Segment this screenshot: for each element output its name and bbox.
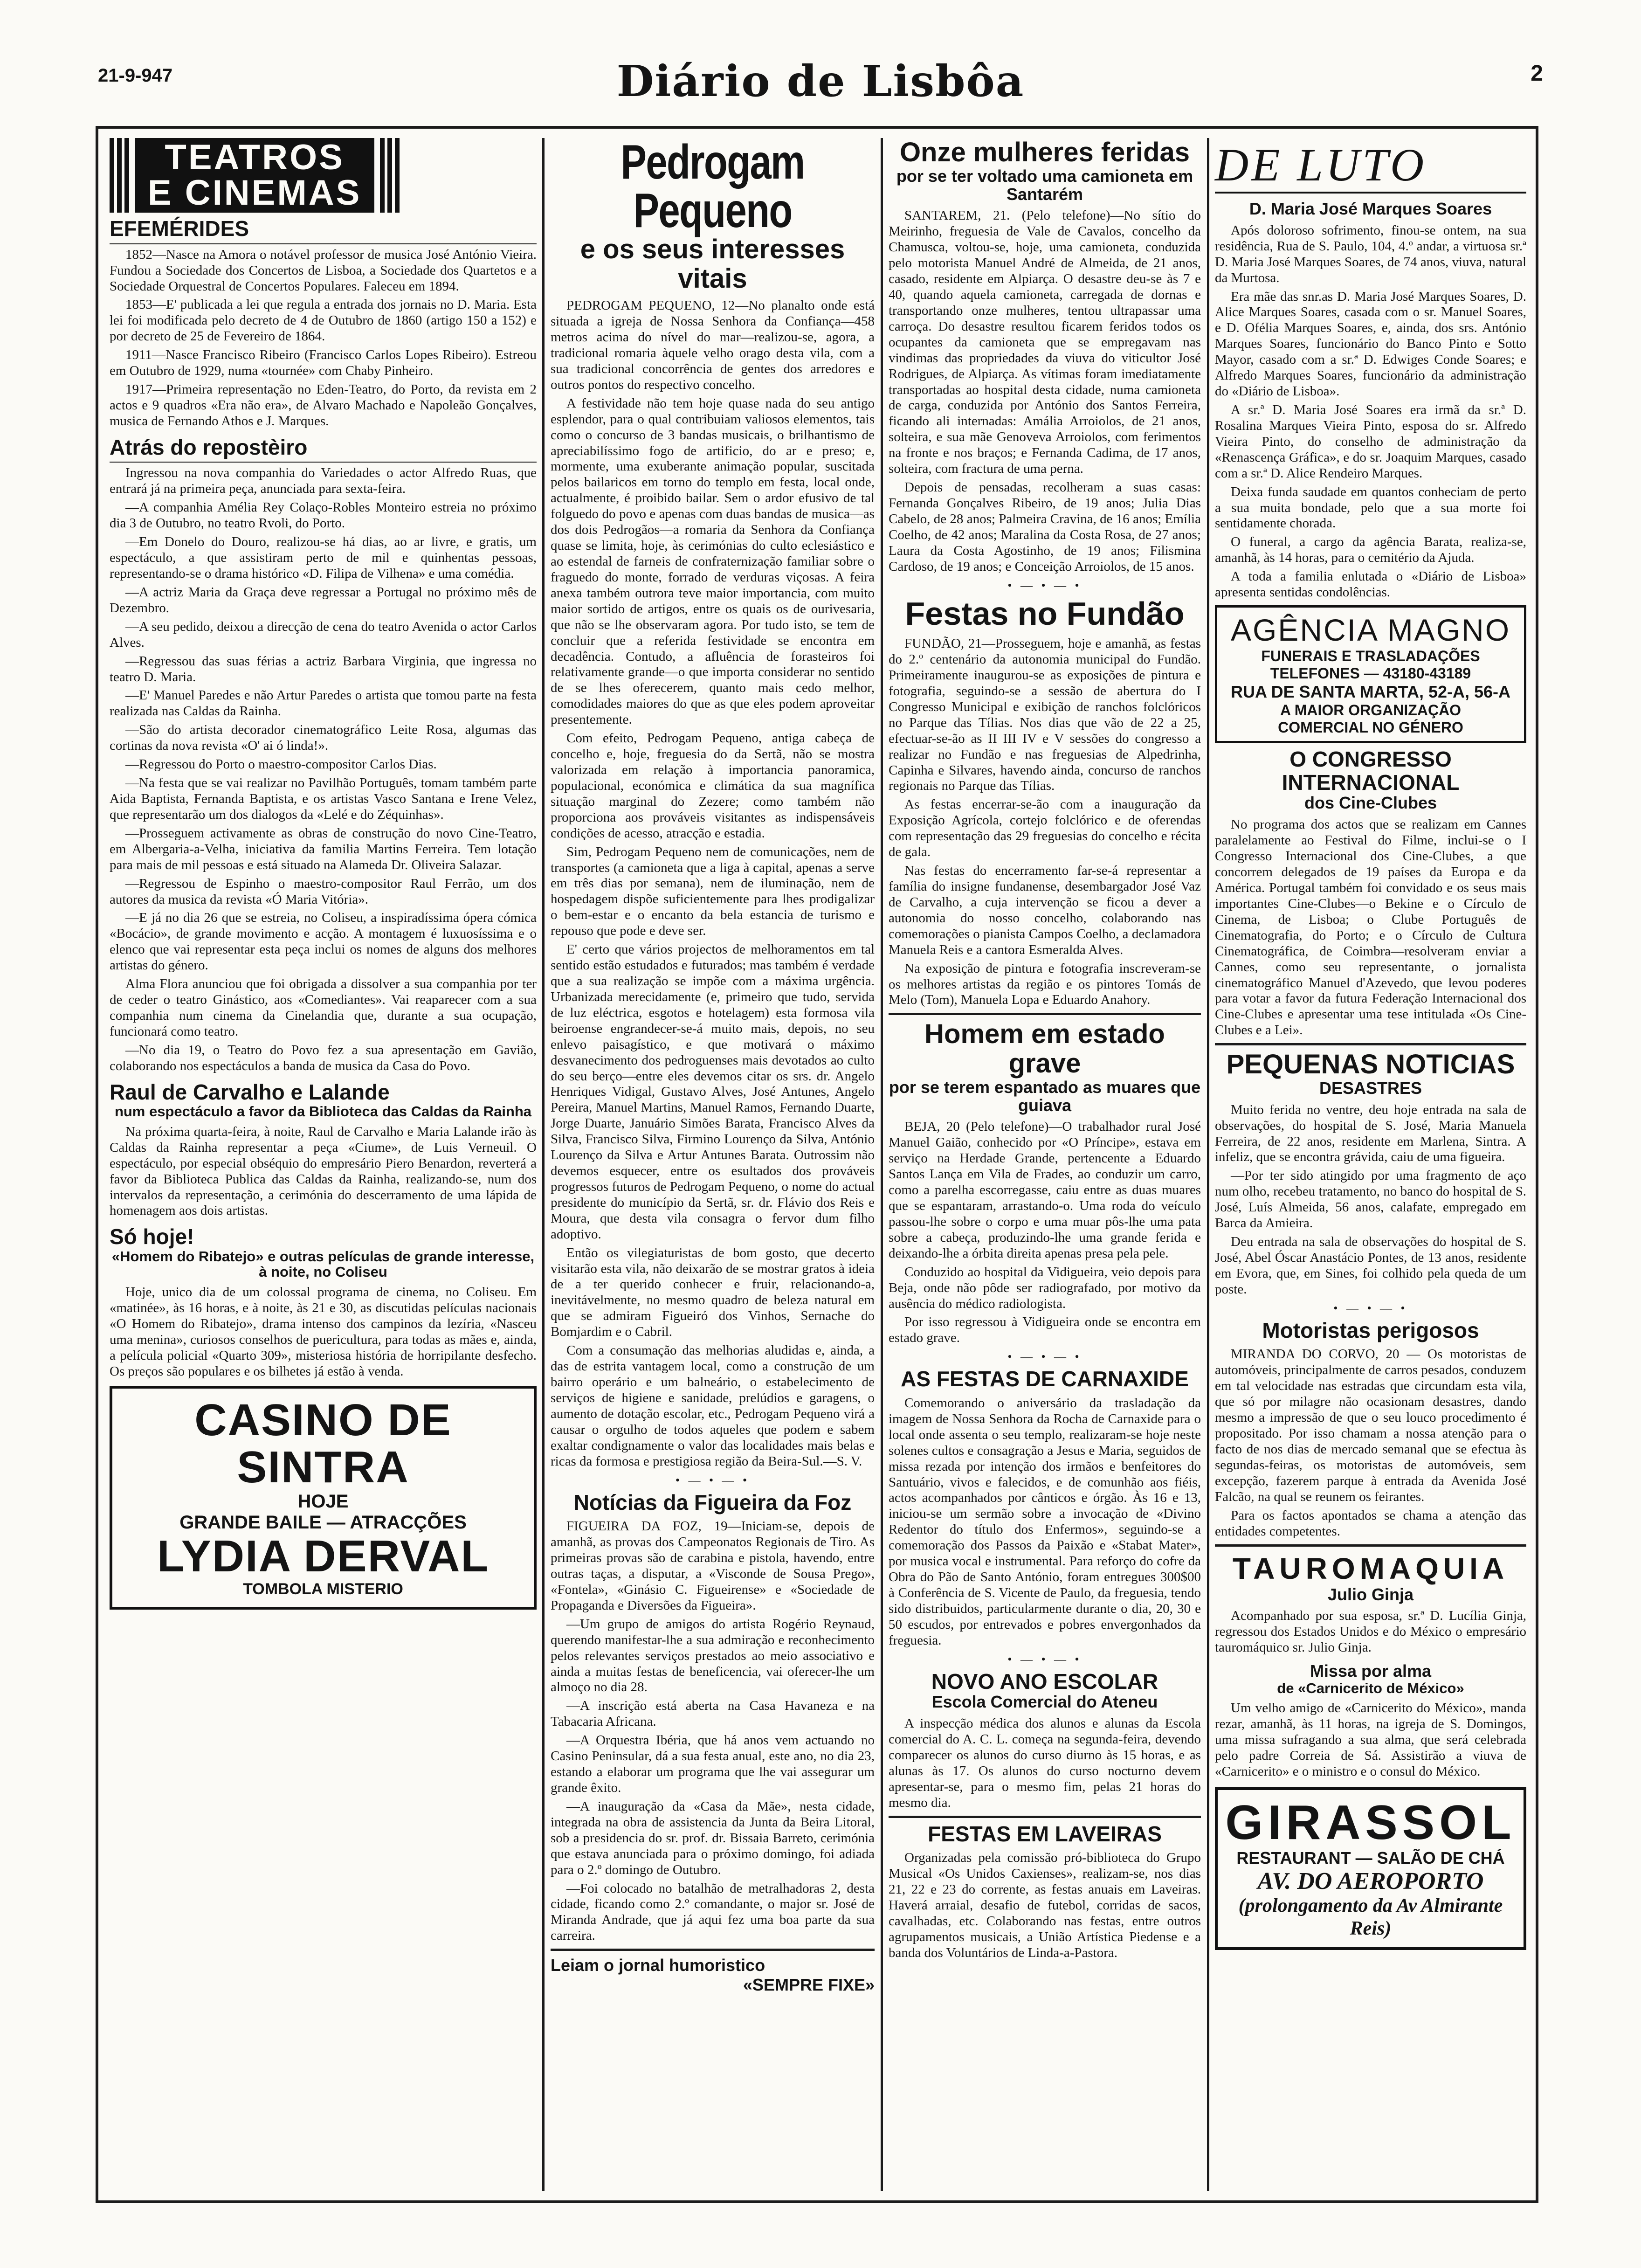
reposteiro-item: Alma Flora anunciou que foi obrigada a dissolver a sua companhia por ter de ceder o teatro Ginástico, aos «Comediantes». Vai reaparecer com a sua companhia num cinema da Cinelandia que, durante a sua ocupação, funcionará como teatro.	[110, 976, 537, 1039]
column-rule	[542, 138, 545, 2191]
onze-paragraph: SANTAREM, 21. (Pelo telefone)—No sítio do Meirinho, freguesia de Vale de Cavalos, concelho da Chamusca, voltou-se, hoje, uma camioneta, conduzida pelo motorista Manuel André de Almeida, de 21 anos, casado, residente em Alpiarça. O desastre deu-se às 7 e 40, quando aquela camioneta, carregada de dornas e transportando onze mulheres, tentou ultrapassar uma carroça. Do desastre resultou ficarem feridos todos os ocupantes da camioneta que se empregavam nas vindimas das propriedades da viuva do viticultor José Rodrigues, de Alpiarça. As vítimas foram imediatamente transportadas ao hospital desta cidade, numa camioneta de carga, conduzida por António dos Santos Ferreira, ficando ali internadas: Amália Arroiolos, de 21 anos, solteira, e sua mãe Genoveva Arroiolos, com ferimentos na fronte e nos braços; e Fernanda Cadima, de 17 anos, solteira, com fractura de uma perna.	[889, 208, 1201, 477]
divider	[889, 1013, 1201, 1015]
homem-grave-subheadline: por se terem espantado as muares que guiava	[889, 1077, 1201, 1115]
homem-paragraph: Conduzido ao hospital da Vidigueira, veio depois para Beja, onde não pôde ser radiografado, por motivo da ausência do médico radiologista.	[889, 1264, 1201, 1311]
pequenas-paragraph: Muito ferida no ventre, deu hoje entrada na sala de observações, do hospital de S. José, Maria Manuela Ferreira, de 22 anos, residente em Marlena, Sintra. A infeliz, que se encontra grávida, caiu de uma figueira.	[1215, 1102, 1526, 1165]
ornament-divider: • — • — •	[1007, 578, 1082, 592]
banner-bars-right	[380, 138, 400, 213]
onze-mulheres-headline: Onze mulheres feridas	[899, 138, 1190, 167]
casino-extra: TOMBOLA MISTERIO	[243, 1580, 403, 1598]
reposteiro-item: Ingressou na nova companhia do Variedades o actor Alfredo Ruas, que entrará já na primeira peça, anunciada para sexta-feira.	[110, 465, 537, 497]
tauromaquia-heading: TAUROMAQUIA	[1232, 1551, 1509, 1585]
magno-name: AGÊNCIA MAGNO	[1230, 613, 1511, 648]
reposteiro-item: —Regressou do Porto o maestro-compositor Carlos Dias.	[125, 757, 437, 772]
ano-escolar-headline: NOVO ANO ESCOLAR	[931, 1669, 1158, 1694]
de-luto-heading: DE LUTO	[1215, 138, 1526, 194]
motoristas-paragraph: MIRANDA DO CORVO, 20 — Os motoristas de automóveis, principalmente de carros pesados, conduzem em tal velocidade nas estradas que circundam esta vila, que só por milagre não ocasionam desastres, dando mesmo a impressão de que o seu louco procedimento é propositado. Por isso chamam a nossa atenção para o facto de nos dias de mercado semanal que se efectua às segundas-feiras, os motoristas de automóveis, sem excepção, fazerem parque à entrada da Avenida José Falcão, na qual se reunem os feirantes.	[1215, 1347, 1526, 1504]
luto-paragraph: A sr.ª D. Maria José Soares era irmã da sr.ª D. Rosalina Marques Vieira Pinto, esposa do sr. Alfredo Vieira Pinto, do conselho de administração da «Renascença Gráfica», e do sr. Joaquim Marques, casado com a sr.ª D. Alice Rendeiro Marques.	[1215, 402, 1526, 481]
banner-line-1: TEATROS	[165, 138, 345, 177]
agencia-magno-ad	[1215, 605, 1526, 743]
divider	[1215, 1544, 1526, 1547]
pedrogam-subheadline: e os seus interesses vitais	[580, 234, 845, 294]
girassol-address-detail: (prolongamento da Av Almirante Reis)	[1238, 1895, 1503, 1939]
figueira-paragraph: —A inscrição está aberta na Casa Havaneza e na Tabacaria Africana.	[551, 1698, 875, 1729]
divider	[551, 1949, 875, 1951]
divider	[889, 1816, 1201, 1818]
reposteiro-item: —A actriz Maria da Graça deve regressar a Portugal no próximo mês de Dezembro.	[110, 584, 537, 615]
congresso-body: No programa dos actos que se realizam em Cannes paralelamente ao Festival do Filme, inclui-se o I Congresso Internacional dos Cine-Clubes, a que concorrem delegados de 19 países da Europa e da América. Portugal também foi convidado e os seus mais importantes Cine-Clubes—o Bekine e o Círculo de Cinema, de Lisboa; o Clube Português de Cinematografia, do Porto; e o Círculo de Cultura Cinematográfica, de Coimbra—resolveram enviar a Cannes, como seu representante, o jornalista cinematográfico Manuel d'Azevedo, que levou poderes para votar a favor da futura Federação Internacional dos Cine-Clubes e apresentar uma tese intitulada «Os Cine-Clubes e a Lei».	[1215, 817, 1526, 1038]
reposteiro-item: —E já no dia 26 que se estreia, no Coliseu, a inspiradíssima ópera cómica «Bocácio», de grande movimento e acção. A montagem é luxuosíssima e o elenco que vai representar esta peça inclui os nomes de alguns dos melhores artistas do género.	[110, 910, 537, 973]
reposteiro-item: —Prosseguem activamente as obras de construção do novo Cine-Teatro, em Albergaria-a-Velha, iniciativa da familia Martins Ferreira. Tem lotação para mais de mil pessoas e está situado na Alameda Dr. Oliveira Salazar.	[110, 825, 537, 872]
reposteiro-item: —Em Donelo do Douro, realizou-se há dias, ao ar livre, e gratis, um espectáculo, a que assistiram perto de mil e quinhentas pessoas, representando-se o drama histórico «D. Filipa de Vilhena» e uma comédia.	[110, 534, 537, 581]
missa-heading: Missa por alma	[1310, 1661, 1432, 1681]
pedrogam-paragraph: Com efeito, Pedrogam Pequeno, antiga cabeça de concelho e, hoje, freguesia do da Sertã, não se mostra valorizada em relação à importancia panoramica, populacional, económica e climática da sua magnífica situação marginal do Zezere; como também não proporciona aos prováveis visitantes as indispensáveis condições de acesso, atracção e estadia.	[551, 731, 875, 841]
tauromaquia-body: Acompanhado por sua esposa, sr.ª D. Lucília Ginja, regressou dos Estados Unidos e do México o empresário tauromáquico sr. Julio Ginja.	[1215, 1608, 1526, 1655]
pedrogam-headline: Pedrogam Pequeno	[621, 138, 805, 238]
girassol-ad	[1215, 1787, 1526, 1950]
laveiras-headline: FESTAS EM LAVEIRAS	[928, 1821, 1162, 1846]
banner-line-2: E CINEMAS	[148, 173, 362, 213]
ornament-divider: • — • — •	[1007, 1350, 1082, 1364]
theatres-banner	[110, 138, 537, 213]
pedrogam-paragraph: Então os vilegiaturistas de bom gosto, que decerto visitarão esta vila, não deixarão de se mostrar gratos à ideia de a ter querido conhecer e fruir, relacionando-a, inevitávelmente, no mesmo quadro de beleza natural em que se admiram Figueiró dos Vinhos, Sernache do Bomjardim e o Cabril.	[551, 1245, 875, 1340]
reposteiro-item: —Na festa que se vai realizar no Pavilhão Português, tomam também parte Aida Baptista, Fernanda Baptista, e os artistas Vasco Santana e Irene Velez, que representarão um dos dialogos da «Lelé e do Zéquinhas».	[110, 775, 537, 822]
ornament-divider: • — • — •	[1007, 1652, 1082, 1666]
fundao-paragraph: Na exposição de pintura e fotografia inscreveram-se os melhores artistas da região e os pintores Tomás de Melo (Tom), Manuela Lopa e Eduardo Anahory.	[889, 961, 1201, 1008]
pedrogam-paragraph: Com a consumação das melhorias aludidas e, ainda, a das de estrita vantagem local, como a construção de um bairro operário e um balneário, o estabelecimento de serviços de higiene e sanidade, prelúdios e garagens, o aumento de dotação escolar, etc., Pedrogam Pequeno virá a causar o orgulho de todos aqueles que podem e sabem exaltar condignamente o valor das localidades mais belas e ricas da formosa e prestigiosa região da Beira-Sul.—S. V.	[551, 1343, 875, 1469]
congresso-headline: O CONGRESSO INTERNACIONAL	[1282, 747, 1460, 795]
column-pedrogam	[546, 138, 879, 2191]
homem-paragraph: Por isso regressou à Vidigueira onde se encontra em estado grave.	[889, 1314, 1201, 1346]
banner-bars-left	[110, 138, 129, 213]
girassol-type: RESTAURANT — SALÃO DE CHÁ	[1236, 1848, 1505, 1868]
pequenas-paragraph: —Por ter sido atingido por uma fragmento de aço num olho, recebeu tratamento, no banco do hospital de S. José, Luís Almeida, 56 anos, calafate, empregado em Barca da Amieira.	[1215, 1168, 1526, 1231]
casino-artist: LYDIA DERVAL	[157, 1531, 490, 1582]
raul-heading: Raul de Carvalho e Lalande	[110, 1079, 390, 1104]
newspaper-title: Diário de Lisbôa	[616, 56, 1025, 106]
magno-phone: TELEFONES — 43180-43189	[1270, 665, 1471, 682]
casino-name: CASINO DE SINTRA	[194, 1395, 452, 1493]
reposteiro-item: —No dia 19, o Teatro do Povo fez a sua apresentação em Gavião, colaborando nos espectáculos a banda de musica da Casa do Povo.	[110, 1042, 537, 1073]
luto-paragraph: Deixa funda saudade em quantos conheciam de perto a sua muita bondade, pelo que a sua morte foi sentidamente chorada.	[1215, 484, 1526, 531]
so-hoje-subheading: «Homem do Ribatejo» e outras películas de grande interesse, à noite, no Coliseu	[111, 1248, 535, 1280]
desastres-subheading: DESASTRES	[1319, 1078, 1422, 1098]
missa-subheading: de «Carnicerito de México»	[1277, 1680, 1464, 1697]
sempre-fixe-line-1: Leiam o jornal humoristico	[551, 1956, 765, 1975]
fundao-headline: Festas no Fundão	[905, 595, 1185, 632]
column-news	[884, 138, 1206, 2191]
ano-escolar-body: A inspecção médica dos alunos e alunas da Escola comercial do A. C. L. começa na segunda-feira, devendo comparecer os alunos do curso diurno às 15 horas, e as alunas às 17. Os alunos do curso nocturno devem apresentar-se, para o mesmo fim, pelas 21 horas do mesmo dia.	[889, 1716, 1201, 1810]
so-hoje-heading: Só hoje!	[110, 1224, 194, 1249]
homem-grave-headline: Homem em estado grave	[924, 1019, 1165, 1079]
figueira-paragraph: —Um grupo de amigos do artista Rogério Reynaud, querendo manifestar-lhe a sua admiração e reconhecimento pelos relevantes serviços prestados ao meio associativo e ainda a muitas festas de beneficencia, vai oferecer-lhe um almoço no dia 28.	[551, 1616, 875, 1695]
carnaxide-headline: AS FESTAS DE CARNAXIDE	[901, 1367, 1189, 1391]
homem-paragraph: BEJA, 20 (Pelo telefone)—O trabalhador rural José Manuel Gaião, conhecido por «O Príncipe», estava em serviço na Herdade Grande, pertencente a Eduardo Santos Lança em Vila de Frades, ao conduzir um carro, como a parelha escorregasse, caiu entre as duas muares que se espantaram, arrastando-o. Uma roda do veículo passou-lhe sobre o corpo e uma muar pôs-lhe uma pata sobre a cabeça, produzindo-lhe uma grande ferida e deixando-lhe a órbita direita apenas presa pela pele.	[889, 1119, 1201, 1261]
carnaxide-body: Comemorando o aniversário da trasladação da imagem de Nossa Senhora da Rocha de Carnaxide para o local onde assenta o seu templo, realizaram-se hoje neste solenes cultos e consagração a Jesus e Maria, seguidos de missa rezada por intenção dos irmãos e benfeitores do Santuário, vivos e falecidos, e de comunhão aos fiéis, actos acompanhados por cânticos e órgão. Às 16 e 13, iniciou-se um sermão sobre a invocação de «Divino Redentor do título dos Enfermos», seguindo-se a comemoração dos Passos da Paixão e «Stabat Mater», por musica vocal e instrumental. Para reforço do cofre da Obra do Pão de Santo António, foram entregues 300$00 à Conferência de S. Vicente de Paulo, da freguesia, tendo sido distribuidos, particularmente durante o dia, 20, 30 e 50 escudos, por entrevados e pobres envergonhados da freguesia.	[889, 1395, 1201, 1648]
divider	[110, 462, 537, 463]
ornament-divider: • — • — •	[1333, 1301, 1408, 1315]
figueira-paragraph: —Foi colocado no batalhão de metralhadoras 2, desta cidade, ficando como 2.º comandante, o major sr. José de Miranda Andrade, que já aqui fez uma boa parte da sua carreira.	[551, 1881, 875, 1943]
casino-today: HOJE	[297, 1491, 349, 1512]
magno-address: RUA DE SANTA MARTA, 52-A, 56-A	[1230, 682, 1511, 702]
pedrogam-paragraph: E' certo que vários projectos de melhoramentos em tal sentido estão estudados e futurados; mas também é verdade que a sua realização se impõe com a máxima urgência. Urbanizada merecidamente (e, primeiro que tudo, servida de luz eléctrica, esgotos e hotelagem) esta formosa vila beiroense engrandecer-se-á muito mais, depois, no seu enlevo paisagístico, e que motivará o máximo desvanecimento dos pedroguenses mais devotados ao culto do seu berço—entre eles devemos citar os srs. dr. Angelo Henriques Vidigal, Gustavo Alves, José Antunes, Angelo Pereira, Manuel Martins, Manuel Ramos, Fernando Duarte, Jorge Duarte, Januário Simões Barata, Francisco Alves da Silva, Francisco Silva, Firmino Lourenço da Silva, António Lourenço da Silva e Artur Antunes Barata. Outrossim não devemos esquecer, entre os esultados dos prováveis progressos futuros de Pedrogam Pequeno, o nome do actual presidente do município da Sertã, sr. dr. Flávio dos Reis e Moura, que desta vila consagra o fervor dum filho adoptivo.	[551, 942, 875, 1242]
figueira-paragraph: FIGUEIRA DA FOZ, 19—Iniciam-se, depois de amanhã, as provas dos Campeonatos Regionais de Tiro. As primeiras provas são de carabina e pistola, havendo, entre outras taças, a disputar, a «Visconde de Sousa Prego», «Fontela», «Ginásio C. Figueirense» e «Sociedade de Propaganda e Diversões da Figueira».	[551, 1519, 875, 1613]
page-number: 2	[1531, 61, 1543, 86]
magno-services: FUNERAIS E TRASLADAÇÕES	[1261, 648, 1480, 665]
reposteiro-item: —E' Manuel Paredes e não Artur Paredes o artista que tomou parte na festa realizada nas Caldas da Rainha.	[110, 688, 537, 719]
magno-tagline-1: A MAIOR ORGANIZAÇÃO	[1280, 702, 1462, 719]
fundao-paragraph: As festas encerrar-se-ão com a inauguração da Exposição Agrícola, cortejo folclórico e de oferendas com representação das 29 freguesias do concelho e récita de gala.	[889, 797, 1201, 860]
ornament-divider: • — • — •	[675, 1473, 750, 1487]
newspaper-page	[96, 126, 1538, 2203]
efemeride-item: 1911—Nasce Francisco Ribeiro (Francisco Carlos Lopes Ribeiro). Estreou em Outubro de 1929, numa «tournée» com Chaby Pinheiro.	[110, 347, 537, 379]
fundao-paragraph: Nas festas do encerramento far-se-á representar a família do insigne fundanense, desembargador José Vaz de Carvalho, a cuja intervenção se ficou a dever a autonomia do nosso concelho, colaborando nas comemorações o pianista Campos Coelho, a declamadora Manuela Reis e a cantora Esmeralda Alves.	[889, 863, 1201, 957]
ano-escolar-subheadline: Escola Comercial do Ateneu	[931, 1692, 1158, 1712]
girassol-address: AV. DO AEROPORTO	[1257, 1868, 1484, 1895]
raul-subheading: num espectáculo a favor da Biblioteca das Caldas da Rainha	[114, 1103, 532, 1120]
motoristas-headline: Motoristas perigosos	[1262, 1318, 1479, 1342]
onze-paragraph: Depois de pensadas, recolheram a suas casas: Fernanda Gonçalves Ribeiro, de 19 anos; Julia Dias Cabelo, de 28 anos; Palmeira Cravina, de 16 anos; Emília Coelho, de 42 anos; Maralina da Costa Rosa, de 27 anos; Laura da Costa Agostinho, de 19 anos; Filismina Cardoso, de 19 anos; e Conceição Arroiolos, de 15 anos.	[889, 480, 1201, 574]
efemerides-heading: EFEMÉRIDES	[110, 216, 249, 241]
efemeride-item: 1853—E' publicada a lei que regula a entrada dos jornais no D. Maria. Esta lei foi modificada pelo decreto de 4 de Outubro de 1860 (artigo 150 a 152) e por decreto de 25 de Fevereiro de 1864.	[110, 297, 537, 344]
so-hoje-body: Hoje, unico dia de um colossal programa de cinema, no Coliseu. Em «matinée», às 16 horas, e à noite, às 21 e 30, as discutidas películas nacionais «O Homem do Ribatejo», drama intenso dos campinos da lezíria, «Nasceu uma menina», curiosos conselhos de puericultura, para todas as mães e, ainda, a película policial «Quarto 309», misteriosa história de horripilante desfecho. Os preços são populares e os bilhetes já estão à venda.	[110, 1284, 537, 1379]
pedrogam-paragraph: Sim, Pedrogam Pequeno nem de comunicações, nem de transportes (a camioneta que a liga à capital, apenas a serve em três dias por semana), nem de iluminação, nem de hospedagem dispõe suficientemente para lhes prodigalizar o bem-estar e o encanto da bela estancia de turismo e repouso que pode e deve ser.	[551, 844, 875, 939]
masthead	[98, 56, 1543, 117]
figueira-paragraph: —A inauguração da «Casa da Mãe», nesta cidade, integrada na obra de assistencia da Junta da Beira Litoral, sob a presidencia do sr. prof. dr. Bissaia Barreto, cerimónia que estava anunciada para o próximo domingo, foi adiada para o 2.º domingo de Outubro.	[551, 1798, 875, 1877]
figueira-heading: Notícias da Figueira da Foz	[573, 1490, 852, 1514]
luto-paragraph: Após doloroso sofrimento, finou-se ontem, na sua residência, Rua de S. Paulo, 104, 4.º andar, a virtuosa sr.ª D. Maria José Marques Soares, de 74 anos, viuva, natural da Murtosa.	[1215, 222, 1526, 285]
girassol-name: GIRASSOL	[1225, 1796, 1516, 1850]
reposteiro-item: —Regressou de Espinho o maestro-compositor Raul Ferrão, um dos autores da musica da revista «Ó Maria Vitória».	[110, 876, 537, 907]
column-obituary	[1210, 138, 1531, 2191]
sempre-fixe-line-2: «SEMPRE FIXE»	[743, 1975, 875, 1995]
column-rule	[1207, 138, 1209, 2191]
efemeride-item: 1917—Primeira representação no Eden-Teatro, do Porto, da revista em 2 actos e 9 quadros «Era não era», de Alvaro Machado e Napoleão Gonçalves, musica de Fernando Athos e J. Marques.	[110, 382, 537, 429]
casino-sintra-ad	[110, 1386, 537, 1609]
magno-tagline-2: COMERCIAL NO GÉNERO	[1278, 719, 1463, 736]
reposteiro-item: —A companhia Amélia Rey Colaço-Robles Monteiro estreia no próximo dia 3 de Outubro, no teatro Rvoli, do Porto.	[110, 500, 537, 531]
theatres-banner-box	[135, 138, 374, 213]
reposteiro-item: —São do artista decorador cinematográfico Leite Rosa, algumas das cortinas da nova revista «O' ai ó linda!».	[110, 722, 537, 754]
luto-paragraph: A toda a familia enlutada o «Diário de Lisboa» apresenta sentidas condolências.	[1215, 569, 1526, 600]
figueira-paragraph: —A Orquestra Ibéria, que há anos vem actuando no Casino Peninsular, dá a sua festa anual, este ano, no dia 23, estando a elaborar um programa que lhe vai assegurar um grande êxito.	[551, 1733, 875, 1795]
reposteiro-item: —Regressou das suas férias a actriz Barbara Virginia, que ingressa no teatro D. Maria.	[110, 653, 537, 685]
luto-paragraph: O funeral, a cargo da agência Barata, realiza-se, amanhã, às 14 horas, para o cemitério da Ajuda.	[1215, 534, 1526, 566]
divider	[110, 243, 537, 244]
missa-body: Um velho amigo de «Carnicerito do México», manda rezar, amanhã, às 11 horas, na igreja de S. Domingos, uma missa sufragando a sua alma, que será celebrada pelo padre Correia de Sá. Assistirão a viuva de «Carnicerito» e o ministro e o consul do México.	[1215, 1701, 1526, 1779]
reposteiro-item: —A seu pedido, deixou a direcção de cena do teatro Avenida o actor Carlos Alves.	[110, 619, 537, 650]
deceased-name: D. Maria José Marques Soares	[1249, 199, 1492, 218]
motoristas-paragraph: Para os factos apontados se chama a atenção das entidades competentes.	[1215, 1507, 1526, 1539]
tauromaquia-name: Julio Ginja	[1327, 1584, 1414, 1604]
column-rule	[881, 138, 883, 2191]
onze-mulheres-subheadline: por se ter voltado uma camioneta em Santarém	[896, 166, 1193, 204]
laveiras-body: Organizadas pela comissão pró-biblioteca do Grupo Musical «Os Unidos Caxienses», realizam-se, nos dias 21, 22 e 23 do corrente, as festas anuais em Laveiras. Haverá arraial, desafio de futebol, corridas de sacos, cavalhadas, etc. Colaborando nas festas, entre outros agrupamentos musicais, a União Artística Piedense e a banda dos Voluntários de Linda-a-Pastora.	[889, 1850, 1201, 1960]
casino-event: GRANDE BAILE — ATRACÇÕES	[179, 1512, 467, 1533]
issue-date: 21-9-947	[98, 65, 173, 86]
divider	[1215, 1043, 1526, 1045]
raul-body: Na próxima quarta-feira, à noite, Raul de Carvalho e Maria Lalande irão às Caldas da Rainha representar a peça «Ciume», de Luis Verneuil. O espectáculo, por especial obséquio do empresário Piero Benardon, reverterá a favor da Biblioteca Publica das Caldas da Rainha, realizando-se, num dos intervalos da representação, a cerimónia do descerramento de uma lápida de homenagem aos dois artistas.	[110, 1124, 537, 1218]
fundao-paragraph: FUNDÃO, 21—Prosseguem, hoje e amanhã, as festas do 2.º centenário da autonomia municipal do Fundão. Primeiramente inaugurou-se as exposições de pintura e fotografia, seguindo-se a sessão de abertura do I Congresso Municipal e exibição de ranchos folclóricos no Parque das Tílias. Nos dias que vão de 22 a 25, efectuar-se-ão as II III IV e V sessões do congresso a realizar no Fundão e nas freguesias de Alpedrinha, Capinha e Silvares, havendo ainda, concurso de ranchos regionais no Parque das Tílias.	[889, 636, 1201, 794]
efemeride-item: 1852—Nasce na Amora o notável professor de musica José António Vieira. Fundou a Sociedade dos Concertos de Lisboa, a Sociedade dos Quartetos e a Sociedade Orquestral de Concertos Populares. Faleceu em 1894.	[110, 247, 537, 294]
congresso-subheadline: dos Cine-Clubes	[1304, 793, 1437, 813]
pequenas-paragraph: Deu entrada na sala de observações do hospital de S. José, Abel Óscar Anastácio Pontes, de 13 anos, residente em Evora, que, em Sines, foi colhido pela queda de um poste.	[1215, 1234, 1526, 1297]
pedrogam-paragraph: A festividade não tem hoje quase nada do seu antigo esplendor, para o qual contribuiam valiosos elementos, tais como o concurso de 3 bandas musicais, o brilhantismo de apreciabilíssimo fogo de artificio, do ar e preso; e, mormente, uma exuberante animação popular, suscitada pelos bailaricos em torno do templo em festa, local onde, actualmente, é proibido bailar. Sem o ardor efusivo de tal folguedo do povo e apenas com duas bandas de musica—as dos dois Pedrogãos—a romaria da Senhora da Confiança quase se limita, hoje, às cerimónias do culto eclesiástico e ao estendal de farneis de confraternização familiar sobre o fraguedo do monte, forrado de verduras viçosas. A feira anexa também outrora teve maior importancia, com muito maior sortido de artigos, entre os quais os de ourivesaria, que não se lhe observaram agora. Por tudo isto, se tem de concluir que a referida festividade se encontra em decadência. Contudo, a afluência de forasteiros foi relativamente grande—o que importa considerar no sentido de se lhes oferecerem, quanto mais cedo melhor, comodidades maiores do que as que eles podem aproveitar presentemente.	[551, 395, 875, 727]
pequenas-noticias-heading: PEQUENAS NOTICIAS	[1226, 1049, 1515, 1080]
reposteiro-heading: Atrás do repostèiro	[110, 435, 308, 459]
pedrogam-paragraph: PEDROGAM PEQUENO, 12—No planalto onde está situada a igreja de Nossa Senhora da Confiança—458 metros acima do nível do mar—realizou-se, agora, a tradicional romaria àquele velho orago desta vila, com a sua tradicional concorrência de gentes dos arredores e outros pontos do respectivo concelho.	[551, 298, 875, 392]
column-theatres	[105, 138, 541, 2191]
luto-paragraph: Era mãe das snr.as D. Maria José Marques Soares, D. Alice Marques Soares, casada com o sr. Manuel Soares, e D. Ofélia Marques Soares, e, ainda, dos srs. António Marques Soares, funcionário do Banco Pinto e Sotto Mayor, casado com a sr.ª D. Edwiges Conde Soares; e Alfredo Marques Soares, funcionário da administração do «Diário de Lisboa».	[1215, 289, 1526, 399]
